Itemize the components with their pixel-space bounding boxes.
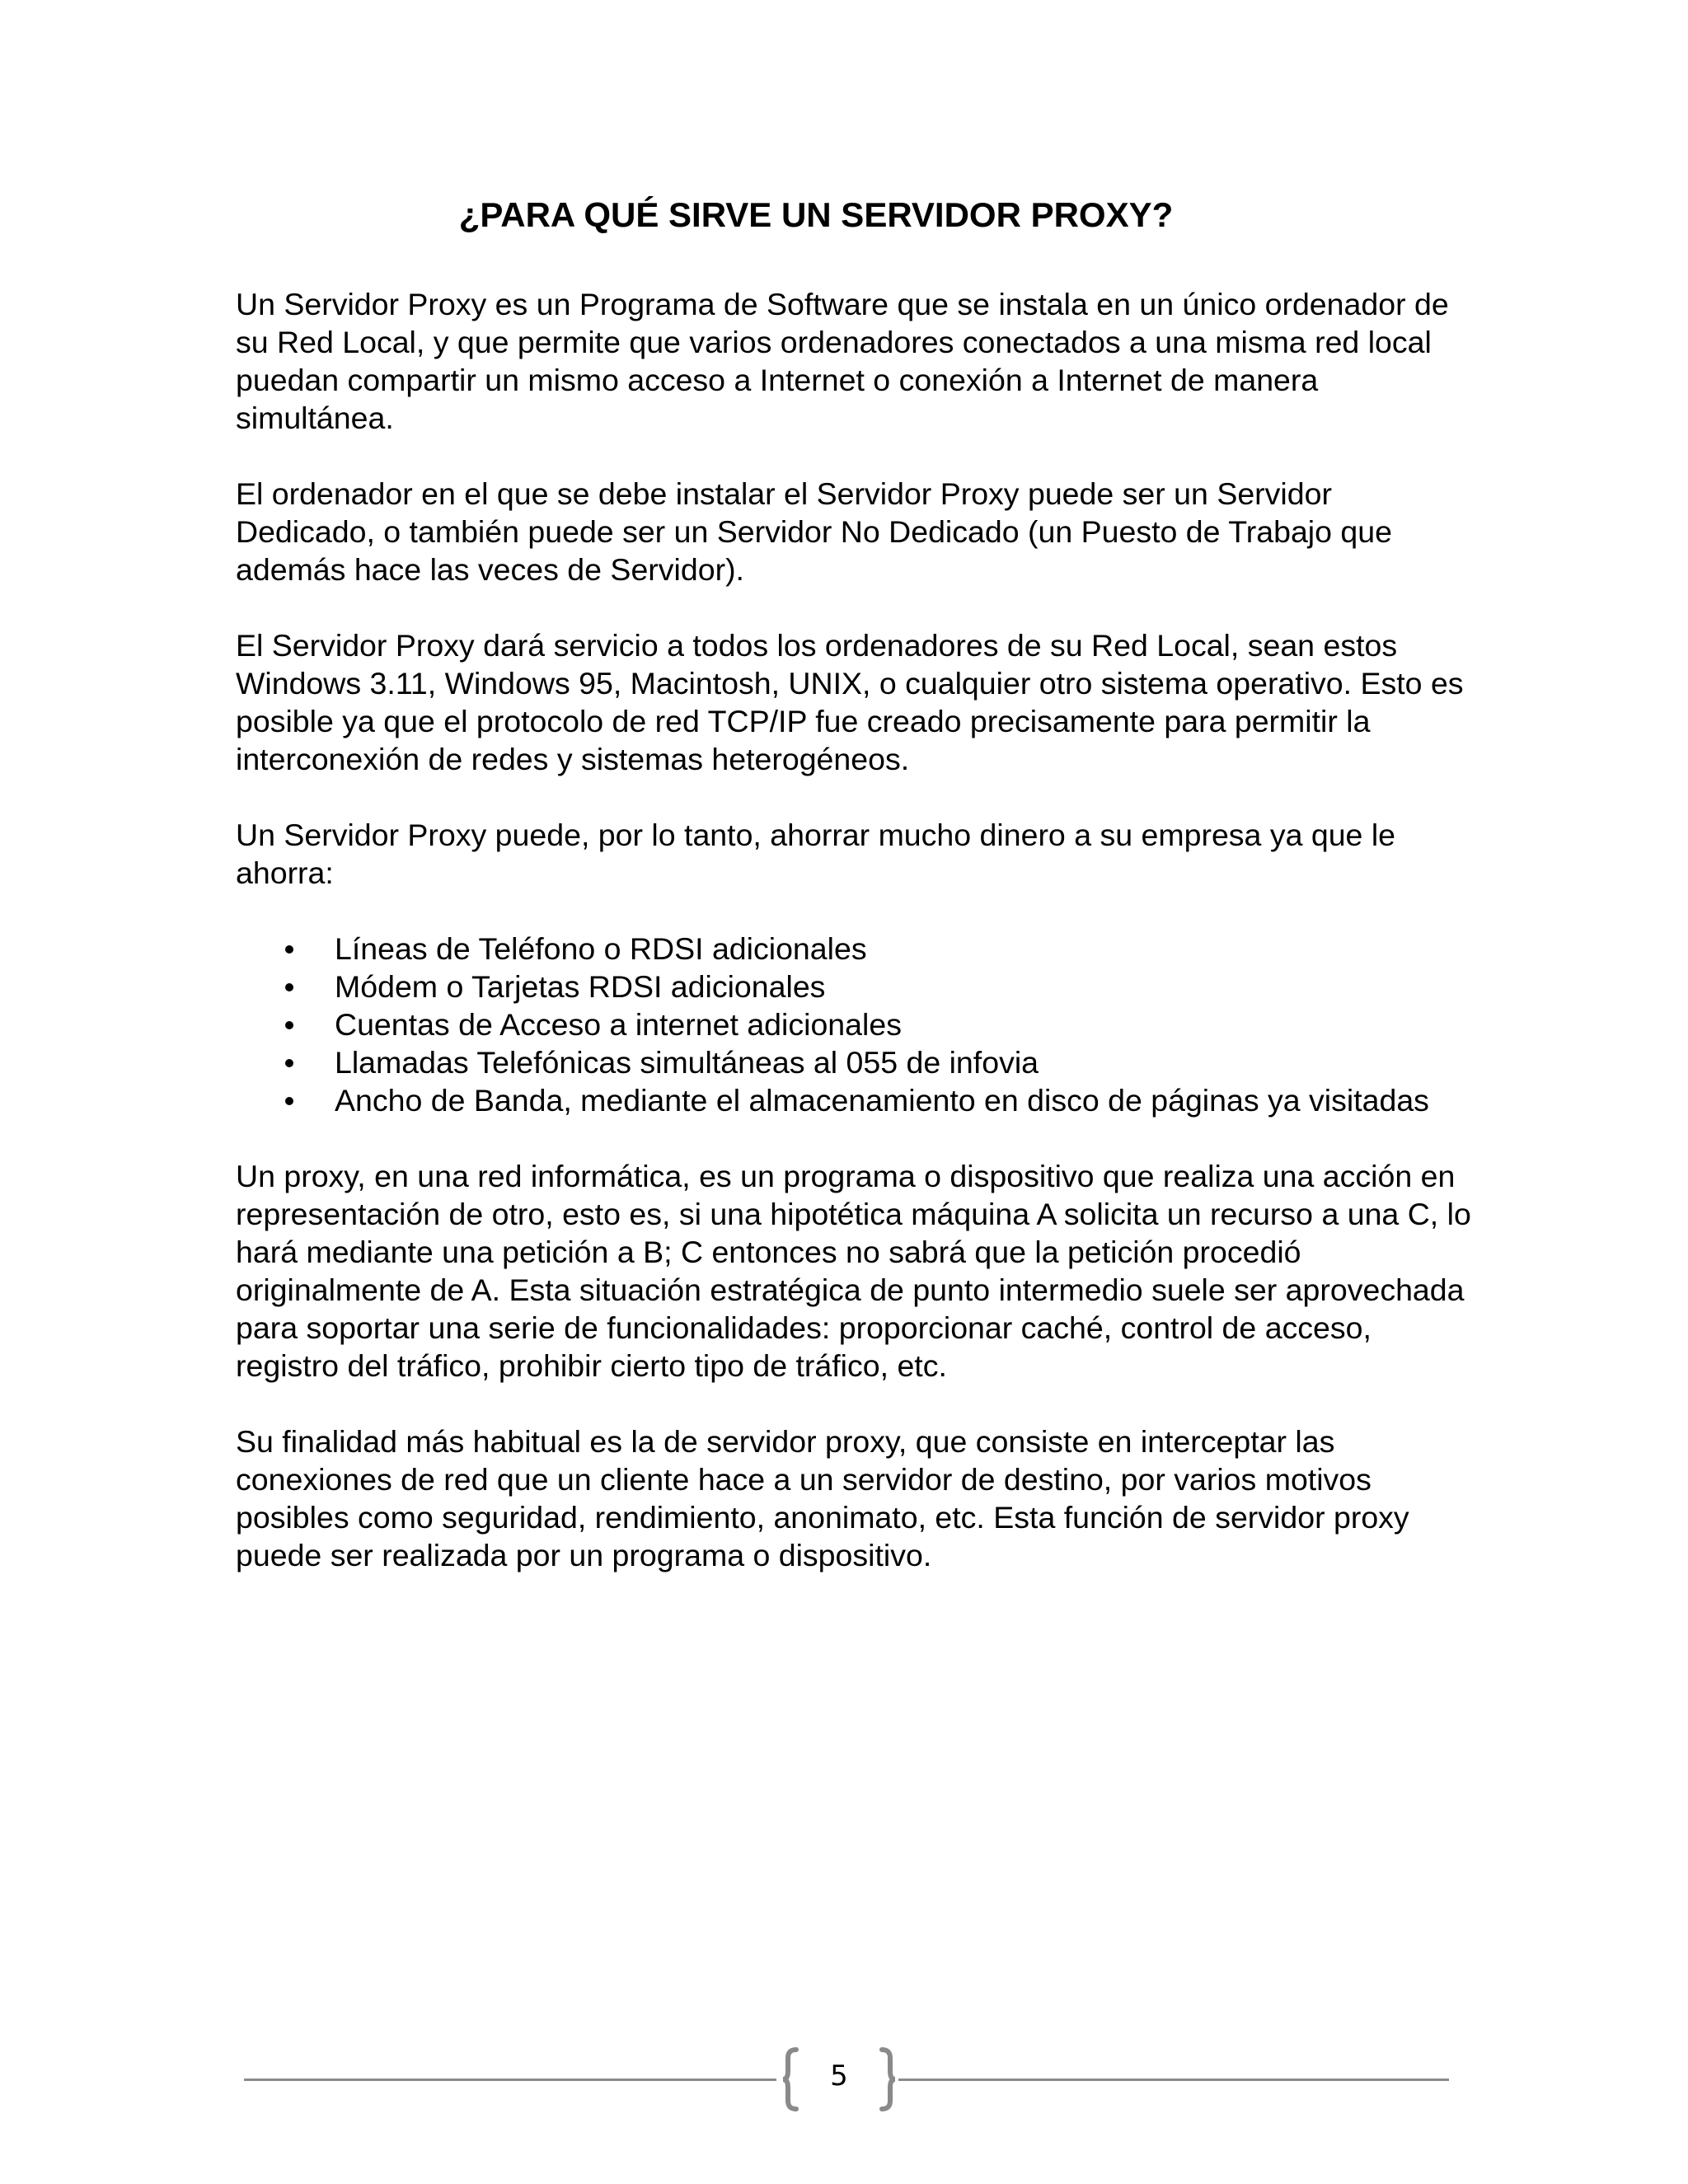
bullet-list: [236, 930, 1472, 1119]
page-number: 5: [830, 2060, 848, 2093]
list-item-text: Módem o Tarjetas RDSI adicionales: [335, 969, 826, 1004]
list-item-text: Líneas de Teléfono o RDSI adicionales: [335, 931, 867, 966]
left-brace-icon: [780, 2046, 799, 2112]
list-item: [236, 930, 1472, 968]
footer-rule-right: [898, 2079, 1449, 2081]
page-footer: [244, 2046, 1449, 2112]
paragraph: Un proxy, en una red informática, es un programa o dispositivo que realiza una acción en representación de otro, esto es, si una hipotética máquina A solicita un recurso a una C, lo hará mediante una petición a B; C entonces no sabrá que la petición procedió originalmente de A. Esta situación estratégica de punto intermedio suele ser aprovechada para soportar una serie de funcionalidades: proporcionar caché, control de acceso, registro del tráfico, prohibir cierto tipo de tráfico, etc.: [236, 1159, 1471, 1383]
list-item: [236, 968, 1472, 1005]
paragraph: Un Servidor Proxy puede, por lo tanto, ahorrar mucho dinero a su empresa ya que le ahorra:: [236, 818, 1396, 890]
page-title: ¿PARA QUÉ SIRVE UN SERVIDOR PROXY?: [458, 195, 1174, 234]
bullet-icon: [285, 983, 293, 991]
footer-rule-left: [244, 2079, 776, 2081]
document-body: [236, 285, 1472, 1612]
list-item: [236, 1005, 1472, 1043]
bullet-icon: [285, 945, 293, 954]
paragraph: El ordenador en el que se debe instalar el Servidor Proxy puede ser un Servidor Dedicado, o también puede ser un Servidor No Dedicado (un Puesto de Trabajo que además hace las veces de Servidor).: [236, 476, 1392, 587]
list-item: [236, 1081, 1472, 1119]
list-item: [236, 1043, 1472, 1081]
list-item-text: Ancho de Banda, mediante el almacenamiento en disco de páginas ya visitadas: [335, 1083, 1429, 1118]
list-item-text: Llamadas Telefónicas simultáneas al 055 de infovia: [335, 1045, 1039, 1080]
bullet-icon: [285, 1021, 293, 1029]
bullet-icon: [285, 1097, 293, 1105]
paragraph: Su finalidad más habitual es la de servidor proxy, que consiste en interceptar las conexiones de red que un cliente hace a un servidor de destino, por varios motivos posibles como seguridad, rendimiento, anonimato, etc. Esta función de servidor proxy puede ser realizada por un programa o dispositivo.: [236, 1424, 1409, 1572]
right-brace-icon: [879, 2046, 898, 2112]
list-item-text: Cuentas de Acceso a internet adicionales: [335, 1007, 902, 1042]
paragraph: El Servidor Proxy dará servicio a todos los ordenadores de su Red Local, sean estos Windows 3.11, Windows 95, Macintosh, UNIX, o cualquier otro sistema operativo. Esto es posible ya que el protocolo de red TCP/IP fue creado precisamente para permitir la interconexión de redes y sistemas heterogéneos.: [236, 628, 1464, 776]
paragraph: Un Servidor Proxy es un Programa de Software que se instala en un único ordenador de su Red Local, y que permite que varios ordenadores conectados a una misma red local puedan compartir un mismo acceso a Internet o conexión a Internet de manera simultánea.: [236, 287, 1449, 435]
bullet-icon: [285, 1059, 293, 1067]
